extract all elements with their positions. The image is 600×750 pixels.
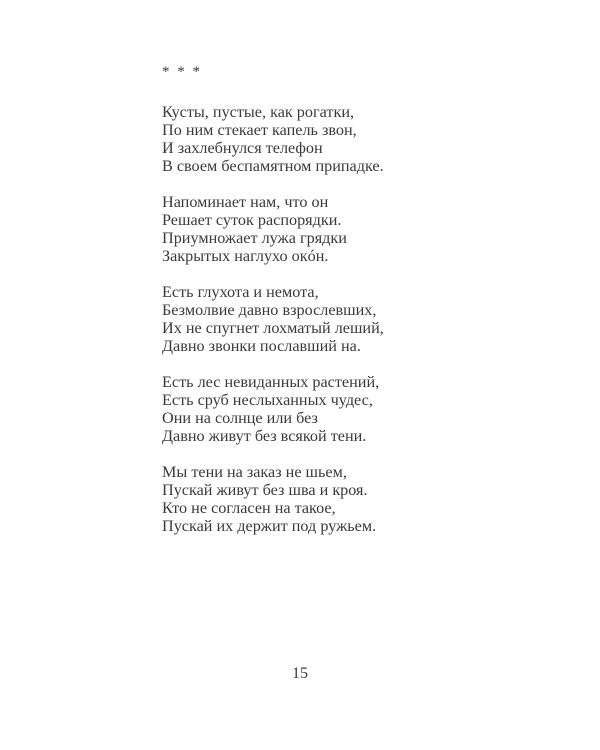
poem-line: Они на солнце или без	[162, 409, 318, 427]
poem-line: Пускай их держит под ружьем.	[162, 517, 377, 535]
poem-line: Есть сруб неслыханных чудес,	[162, 391, 373, 409]
poem-line: В своем беспамятном припадке.	[162, 157, 384, 175]
poem-line: Решает суток распорядки.	[162, 211, 342, 229]
poem-line: Безмолвие давно взрослевших,	[162, 301, 377, 319]
poem-line: Кто не согласен на такое,	[162, 499, 336, 517]
poem-line: Мы тени на заказ не шьем,	[162, 463, 347, 481]
poem-line: Их не спугнет лохматый леший,	[162, 319, 384, 337]
poem-line: Давно живут без всякой тени.	[162, 427, 367, 445]
poem-line: Закрытых наглухо окóн.	[162, 247, 329, 265]
page-number: 15	[292, 665, 308, 682]
poem-line: Есть лес невиданных растений,	[162, 373, 380, 391]
poem	[162, 62, 562, 553]
poem-line: Кусты, пустые, как рогатки,	[162, 103, 355, 121]
poem-line: И захлебнулся телефон	[162, 139, 323, 157]
poem-line: По ним стекает капель звон,	[162, 121, 357, 139]
stanza	[162, 463, 562, 535]
stanza	[162, 373, 562, 445]
poem-heading-asterisks: * * *	[162, 64, 202, 80]
stanza	[162, 193, 562, 265]
poem-line: Есть глухота и немота,	[162, 283, 319, 301]
poem-line: Напоминает нам, что он	[162, 193, 329, 211]
poem-line: Пускай живут без шва и кроя.	[162, 481, 368, 499]
poem-line: Приумножает лужа грядки	[162, 229, 347, 247]
poem-line: Давно звонки пославший на.	[162, 337, 361, 355]
stanza	[162, 283, 562, 355]
stanza	[162, 103, 562, 175]
